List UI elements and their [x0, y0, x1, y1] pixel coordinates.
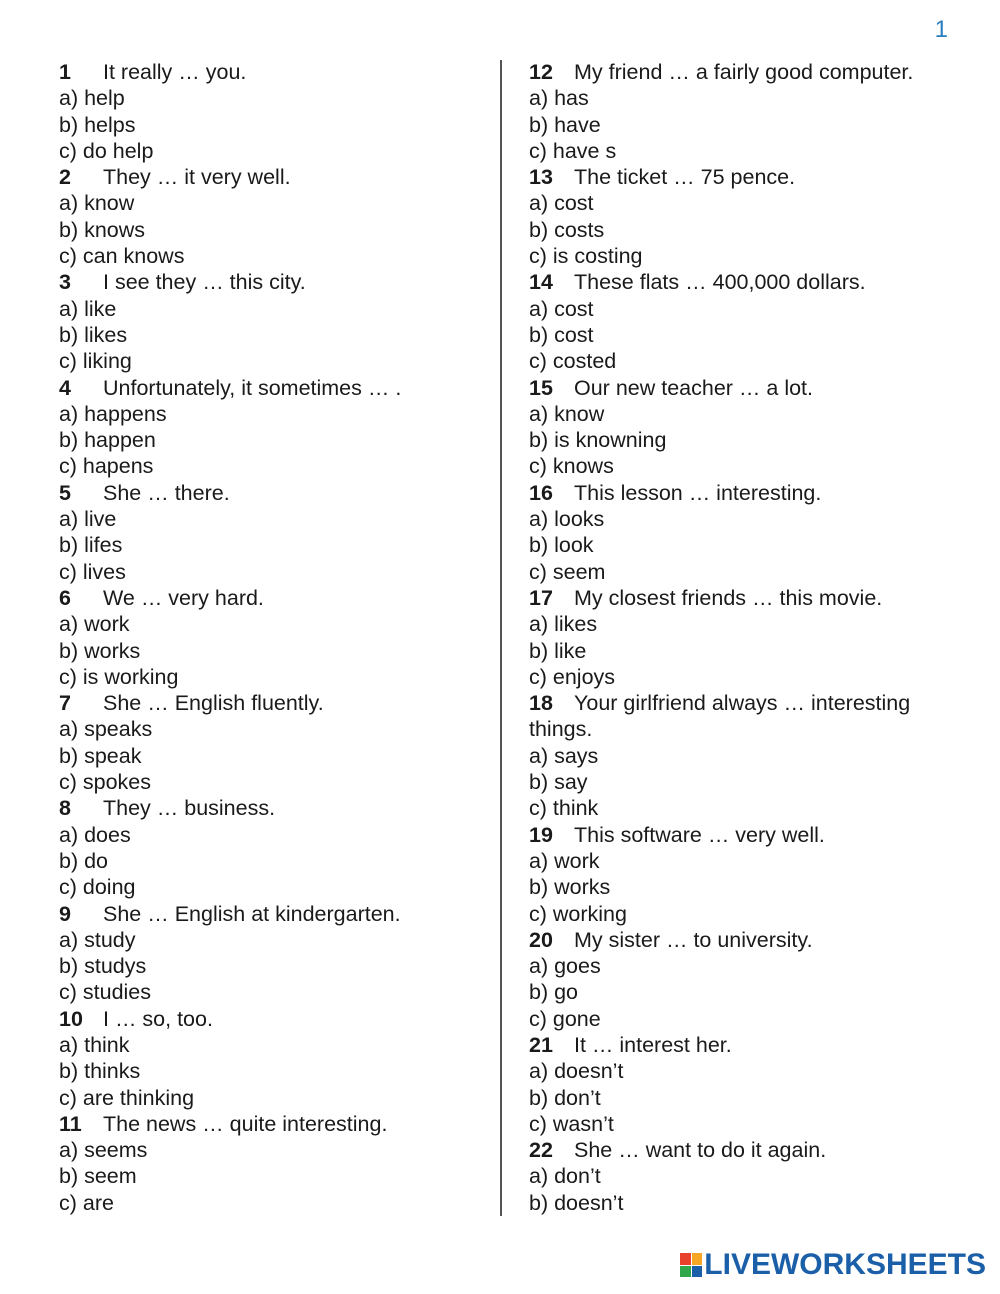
left-question-column [59, 59, 489, 1216]
answer-option: b) doesn’t [529, 1190, 624, 1215]
answer-option: a) cost [529, 296, 594, 321]
liveworksheets-logo[interactable] [680, 1250, 986, 1280]
question-21 [529, 1032, 949, 1058]
question-13 [529, 164, 949, 190]
question-number: 7 [59, 691, 71, 716]
answer-option: c) is costing [529, 244, 643, 269]
answer-option: a) says [529, 743, 599, 768]
question-text: Our new teacher … a lot. [574, 375, 813, 400]
logo-text: LIVEWORKSHEETS [704, 1248, 986, 1281]
answer-option: a) work [59, 612, 130, 637]
question-15 [529, 375, 949, 401]
answer-option: a) work [529, 848, 600, 873]
question-number: 1 [59, 60, 71, 84]
answer-option: b) likes [59, 322, 128, 347]
answer-option: b) works [529, 875, 611, 900]
answer-option: a) know [59, 191, 135, 216]
answer-option: b) don’t [529, 1085, 601, 1110]
question-10 [59, 1006, 489, 1032]
question-number: 6 [59, 585, 71, 610]
question-2 [59, 164, 489, 190]
question-number: 15 [529, 375, 553, 400]
page-number: 1 [934, 16, 948, 43]
answer-option: a) cost [529, 191, 594, 216]
answer-option: b) have [529, 112, 601, 137]
answer-option: c) spokes [59, 770, 152, 795]
answer-option: c) is working [59, 664, 179, 689]
question-number: 22 [529, 1138, 553, 1163]
answer-option: a) doesn’t [529, 1059, 624, 1084]
answer-option: b) speak [59, 743, 142, 768]
question-19 [529, 822, 949, 848]
answer-option: c) can knows [59, 244, 185, 269]
answer-option: c) studies [59, 980, 152, 1005]
question-12 [529, 59, 949, 85]
answer-option: b) cost [529, 322, 594, 347]
answer-option: b) look [529, 533, 594, 558]
question-text: It … interest her. [574, 1032, 732, 1057]
question-text: Unfortunately, it sometimes … . [103, 375, 402, 400]
answer-option: c) think [529, 796, 599, 821]
question-number: 10 [59, 1006, 83, 1031]
question-22 [529, 1137, 949, 1163]
answer-option: c) working [529, 901, 627, 926]
question-number: 21 [529, 1032, 553, 1057]
question-text: She … want to do it again. [574, 1138, 827, 1163]
answer-option: b) thinks [59, 1059, 141, 1084]
answer-option: a) know [529, 401, 605, 426]
answer-option: b) lifes [59, 533, 123, 558]
answer-option: a) seems [59, 1138, 148, 1163]
question-text: She … there. [103, 480, 230, 505]
answer-option: a) like [59, 296, 117, 321]
question-number: 20 [529, 927, 553, 952]
answer-option: a) likes [529, 612, 598, 637]
right-question-column [529, 59, 949, 1216]
question-18 [529, 690, 949, 743]
question-text: They … business. [103, 796, 276, 821]
question-text: I see they … this city. [103, 270, 306, 295]
answer-option: c) knows [529, 454, 614, 479]
question-number: 13 [529, 165, 553, 190]
answer-option: c) wasn’t [529, 1111, 614, 1136]
question-number: 12 [529, 60, 553, 84]
question-number: 14 [529, 270, 553, 295]
answer-option: c) lives [59, 559, 126, 584]
question-number: 2 [59, 165, 71, 190]
question-number: 16 [529, 480, 553, 505]
question-text: The ticket … 75 pence. [574, 165, 796, 190]
answer-option: c) are thinking [59, 1085, 195, 1110]
answer-option: b) works [59, 638, 141, 663]
answer-option: a) study [59, 927, 136, 952]
question-11 [59, 1111, 489, 1137]
answer-option: b) say [529, 770, 588, 795]
question-20 [529, 927, 949, 953]
answer-option: c) gone [529, 1006, 601, 1031]
question-number: 11 [59, 1111, 82, 1136]
question-text: She … English fluently. [103, 691, 324, 716]
answer-option: b) knows [59, 217, 146, 242]
answer-option: c) costed [529, 349, 617, 374]
answer-option: b) like [529, 638, 587, 663]
answer-option: c) doing [59, 875, 136, 900]
answer-option: a) happens [59, 401, 167, 426]
question-number: 8 [59, 796, 71, 821]
answer-option: a) goes [529, 954, 601, 979]
question-number: 5 [59, 480, 71, 505]
liveworksheets-logo-icon [680, 1253, 702, 1277]
question-number: 19 [529, 822, 553, 847]
answer-option: b) helps [59, 112, 136, 137]
question-4 [59, 375, 489, 401]
question-text: My friend … a fairly good computer. [574, 60, 914, 84]
question-text: Your girlfriend always … interesting things. [529, 691, 911, 742]
answer-option: b) go [529, 980, 579, 1005]
answer-option: c) seem [529, 559, 606, 584]
question-number: 4 [59, 375, 71, 400]
answer-option: c) hapens [59, 454, 154, 479]
question-text: They … it very well. [103, 165, 291, 190]
answer-option: a) has [529, 86, 589, 111]
answer-option: b) costs [529, 217, 605, 242]
question-number: 18 [529, 691, 553, 716]
question-9 [59, 901, 489, 927]
question-number: 9 [59, 901, 71, 926]
answer-option: a) does [59, 822, 131, 847]
question-number: 17 [529, 585, 553, 610]
question-1 [59, 59, 489, 85]
answer-option: c) have s [529, 138, 617, 163]
answer-option: b) studys [59, 954, 147, 979]
answer-option: a) live [59, 507, 117, 532]
answer-option: c) do help [59, 138, 154, 163]
question-text: It really … you. [103, 60, 247, 84]
answer-option: b) do [59, 848, 109, 873]
question-text: This software … very well. [574, 822, 825, 847]
question-text: The news … quite interesting. [103, 1111, 388, 1136]
question-text: This lesson … interesting. [574, 480, 822, 505]
answer-option: b) happen [59, 428, 156, 453]
answer-option: a) don’t [529, 1164, 601, 1189]
question-6 [59, 585, 489, 611]
question-3 [59, 269, 489, 295]
question-text: My sister … to university. [574, 927, 813, 952]
answer-option: a) think [59, 1032, 130, 1057]
question-8 [59, 795, 489, 821]
column-divider [500, 60, 502, 1216]
question-16 [529, 480, 949, 506]
question-text: My closest friends … this movie. [574, 585, 883, 610]
answer-option: c) are [59, 1190, 114, 1215]
question-14 [529, 269, 949, 295]
question-text: These flats … 400,000 dollars. [574, 270, 866, 295]
answer-option: b) seem [59, 1164, 137, 1189]
answer-option: a) looks [529, 507, 605, 532]
question-17 [529, 585, 949, 611]
answer-option: b) is knowning [529, 428, 667, 453]
question-text: I … so, too. [103, 1006, 213, 1031]
answer-option: c) liking [59, 349, 132, 374]
answer-option: a) help [59, 86, 125, 111]
question-text: She … English at kindergarten. [103, 901, 401, 926]
question-text: We … very hard. [103, 585, 264, 610]
answer-option: a) speaks [59, 717, 153, 742]
question-5 [59, 480, 489, 506]
answer-option: c) enjoys [529, 664, 616, 689]
question-number: 3 [59, 270, 71, 295]
question-7 [59, 690, 489, 716]
